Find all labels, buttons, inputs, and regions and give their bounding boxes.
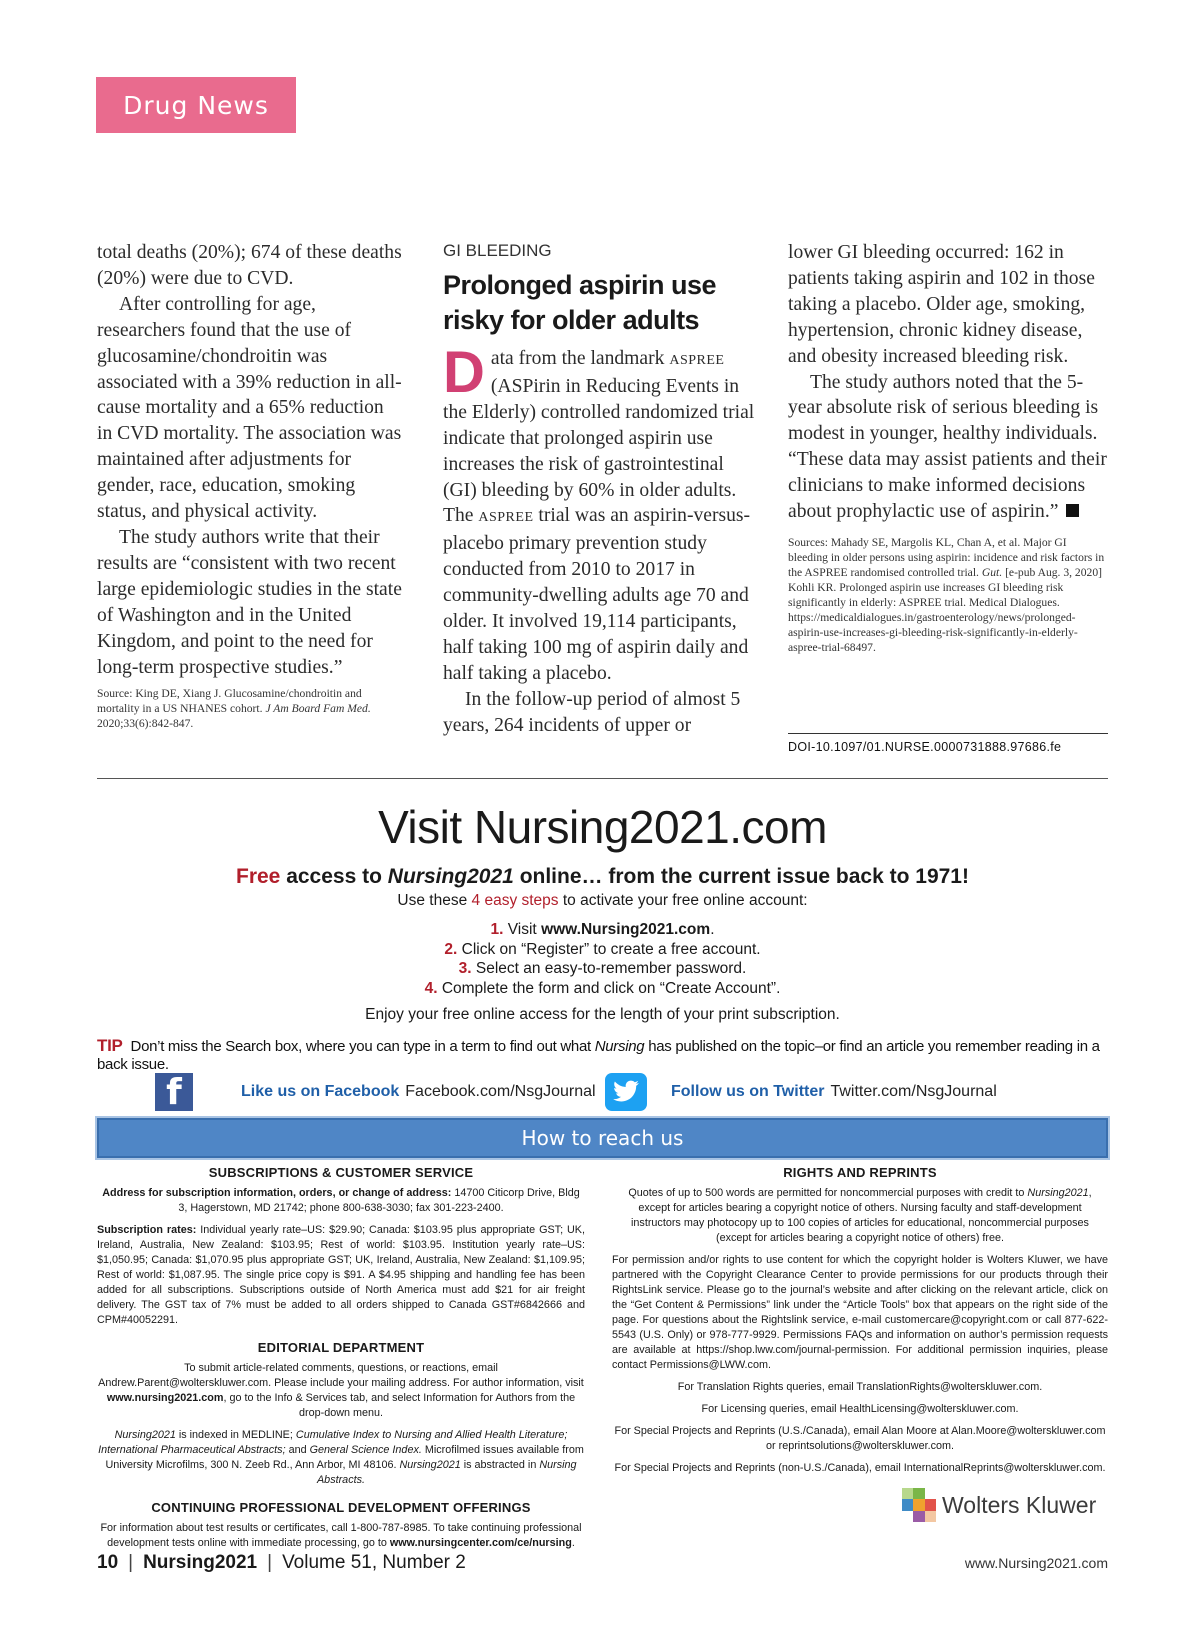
rights-reprints-intl: For Special Projects and Reprints (non-U.S./Canada), email InternationalReprints@wolterskluwer.com. bbox=[614, 1462, 1106, 1474]
instructions-text: to activate your free online account: bbox=[562, 892, 808, 909]
indexing-text-c: Microfilmed issues available from University Microfilms, 300 N. Zeeb Rd., Ann Arbor, MI 48106. bbox=[105, 1444, 584, 1471]
cpd-text-b: . bbox=[571, 1537, 575, 1549]
abstracts-name: Nursing Abstracts. bbox=[316, 1459, 577, 1486]
instructions-steps-count: 4 easy steps bbox=[471, 892, 559, 909]
rights-permissions: For permission and/or rights to use content for which the copyright holder is Wolters Kluwer, we have partnered with the Copyright Clearance Center to provide permissions for our products through their RightsLink service. Please go to the journal’s website and after clicking on the relevant article, click on the “Get Content & Permissions” link under the “Article Tools” box that appears on the right side of the page. For questions about the Rightslink service, e-mail customercare@copyright.com or call 877-622-5543 (U.S. Only) or 978-777-9929. Permissions FAQs and information on author’s permission requests are available at https://shop.lww.com/journal-permission. For additional permission inquiries, please contact Permissions@LWW.com. bbox=[612, 1254, 1108, 1371]
paragraph-text: trial was an aspirin-versus-placebo primary prevention study conducted from 2010 to 2017 in community-dwelling adults age 70 and older. It involved 19,114 participants, half taking 100 mg of aspirin daily and half taking a placebo. bbox=[443, 505, 751, 684]
address-text: 14700 Citicorp Drive, Bldg 3, Hagerstown, MD 21742; phone 800-638-3030; fax 301-223-2400. bbox=[178, 1187, 580, 1214]
promo-enjoy: Enjoy your free online access for the length of your print subscription. bbox=[365, 1006, 840, 1023]
article-column-1 bbox=[97, 240, 403, 731]
facebook-link[interactable]: Facebook.com/NsgJournal bbox=[405, 1083, 596, 1100]
editorial-text-a: To submit article-related comments, questions, or reactions, email Andrew.Parent@wolterskluwer.com. Please include your mailing address. For author information, visit bbox=[98, 1362, 584, 1389]
promo-subtitle-text: access to bbox=[286, 865, 382, 888]
cpd-text bbox=[97, 1521, 585, 1551]
source-journal: J Am Board Fam Med. bbox=[265, 702, 371, 716]
cpd-heading: CONTINUING PROFESSIONAL DEVELOPMENT OFFERINGS bbox=[151, 1500, 531, 1515]
index-name: General Science Index. bbox=[309, 1444, 422, 1456]
rights-licensing: For Licensing queries, email HealthLicensing@wolterskluwer.com. bbox=[701, 1403, 1019, 1415]
journal-name: Nursing2021 bbox=[1027, 1187, 1089, 1199]
section-divider bbox=[97, 778, 1108, 779]
source-citation bbox=[788, 535, 1108, 655]
doi: DOI-10.1097/01.NURSE.0000731888.97686.fe bbox=[788, 733, 1108, 754]
promo-subtitle bbox=[97, 865, 1108, 889]
journal-name: Nursing2021 bbox=[114, 1429, 176, 1441]
subscription-rates bbox=[97, 1223, 585, 1328]
wolters-kluwer-name: Wolters Kluwer bbox=[942, 1491, 1097, 1518]
step-item bbox=[97, 940, 1108, 960]
rates-label: Subscription rates: bbox=[97, 1224, 197, 1236]
rights-quotes bbox=[612, 1186, 1108, 1246]
source-text: Source: King DE, Xiang J. Glucosamine/chondroitin and mortality in a US NHANES cohort. bbox=[97, 687, 362, 716]
step-item bbox=[97, 920, 1108, 940]
footer-url[interactable]: www.Nursing2021.com bbox=[964, 1555, 1108, 1571]
tip-text: Don’t miss the Search box, where you can type in a term to find out what bbox=[130, 1038, 591, 1055]
paragraph-text: The study authors noted that the 5-year absolute risk of serious bleeding is modest in younger, healthy individuals. “These data may assist patients and their clinicians to make informed decisions about prophylactic use of aspirin.” bbox=[788, 371, 1107, 523]
page-number: 10 bbox=[97, 1552, 119, 1573]
rights-text: , except for articles bearing a copyright notice of others. Nursing faculty and staff-development instructors may photocopy up to 100 copies of articles for educational, noncommercial purposes (except for articles bearing a copyright notice of others) free. bbox=[631, 1187, 1092, 1244]
source-citation bbox=[97, 686, 403, 731]
rates-text: Individual yearly rate–US: $29.90; Canada: $103.95 plus appropriate GST; UK, Ireland, Australia, New Zealand: $103.95; Rest of world: $103.95. Institution yearly rate–US: $1,050.95; Canada: $1,070.95 plus appropriate GST; UK, Ireland, Australia, New Zealand: $1,109.95; Rest of world: $1,087.95. The single price copy is $91. A $4.95 shipping and handling fee has been added for all subscriptions. Subscriptions outside of North America must add $21 for air freight delivery. The GST tax of 7% must be added to all orders shipped to Canada GST#6842666 and CPM#40052291. bbox=[97, 1224, 585, 1326]
promo-subtitle-text: online… from the current issue back to 1971! bbox=[519, 865, 969, 888]
section-tag bbox=[97, 78, 295, 132]
rights-heading: RIGHTS AND REPRINTS bbox=[783, 1165, 937, 1180]
cpd-url[interactable]: www.nursingcenter.com/ce/nursing bbox=[389, 1537, 572, 1549]
contact-right-column bbox=[612, 1165, 1108, 1483]
facebook-row[interactable] bbox=[155, 1073, 596, 1111]
promo-journal-name: Nursing2021 bbox=[387, 865, 514, 888]
article-column-2 bbox=[443, 240, 758, 739]
tip-label: TIP bbox=[97, 1036, 123, 1055]
reach-us-bar bbox=[97, 1118, 1108, 1158]
section-tag-label: Drug News bbox=[123, 90, 269, 120]
step-number: 2. bbox=[444, 940, 458, 958]
instructions-text: Use these bbox=[397, 892, 468, 909]
paragraph: After controlling for age, researchers found that the use of glucosamine/chondroitin was associated with a 39% reduction in all-cause mortality and a 65% reduction in CVD mortality. The association was maintained after adjustments for gender, race, education, smoking status, and physical activity. bbox=[97, 293, 402, 523]
step-number: 1. bbox=[490, 921, 504, 938]
paragraph-text: ata from the landmark bbox=[490, 348, 665, 369]
article-headline: Prolonged aspirin use risky for older adults bbox=[443, 270, 717, 335]
indexing-text bbox=[97, 1428, 585, 1488]
source-text: 2020;33(6):842-847. bbox=[97, 717, 194, 731]
paragraph: lower GI bleeding occurred: 162 in patients taking aspirin and 102 in those taking a placebo. Older age, smoking, hypertension, chronic kidney disease, and obesity increased bleeding risk. bbox=[788, 242, 1095, 367]
source-text: Sources: Mahady SE, Margolis KL, Chan A, et al. Major GI bleeding in older persons using aspirin: incidence and risk factors in the ASPREE randomised controlled trial. bbox=[788, 535, 1105, 579]
rights-translation: For Translation Rights queries, email TranslationRights@wolterskluwer.com. bbox=[677, 1381, 1043, 1393]
aspree-acronym: ASPREE bbox=[478, 510, 534, 526]
paragraph: The study authors write that their results are “consistent with two recent large epidemiologic studies in the state of Washington and in the United Kingdom, and point to the need for long-term prospective studies.” bbox=[97, 526, 402, 678]
address-label: Address for subscription information, orders, or change of address: bbox=[102, 1187, 452, 1199]
rights-text: Quotes of up to 500 words are permitted for noncommercial purposes with credit to bbox=[628, 1187, 1025, 1199]
twitter-label: Follow us on Twitter bbox=[671, 1083, 825, 1100]
step-text: Click on “Register” to create a free account. bbox=[461, 940, 761, 958]
step-number: 3. bbox=[458, 960, 472, 977]
wolters-kluwer-logo bbox=[902, 1488, 1096, 1522]
reach-us-title: How to reach us bbox=[521, 1126, 684, 1150]
page-footer: 10 | Nursing2021 | Volume 51, Number 2 bbox=[97, 1552, 466, 1573]
step-link[interactable]: www.Nursing2021.com bbox=[541, 921, 711, 938]
twitter-link[interactable]: Twitter.com/NsgJournal bbox=[830, 1083, 997, 1100]
steps-list bbox=[97, 920, 1108, 998]
step-item bbox=[97, 959, 1108, 979]
promo-free: Free bbox=[236, 865, 281, 888]
subscriptions-heading: SUBSCRIPTIONS & CUSTOMER SERVICE bbox=[208, 1165, 474, 1180]
twitter-row[interactable] bbox=[605, 1073, 997, 1111]
editorial-text-b: , go to the Info & Services tab, and select Information for Authors from the drop-down menu. bbox=[223, 1392, 576, 1419]
facebook-icon[interactable]: f bbox=[155, 1073, 193, 1111]
editorial-url[interactable]: www.nursing2021.com bbox=[106, 1392, 224, 1404]
step-text: Visit bbox=[507, 921, 537, 938]
step-text: . bbox=[710, 921, 715, 938]
subscriptions-address bbox=[97, 1186, 585, 1216]
journal-name: Nursing2021 bbox=[399, 1459, 461, 1471]
contact-left-column bbox=[97, 1165, 585, 1558]
drop-cap: D bbox=[443, 340, 485, 405]
index-names: Cumulative Index to Nursing and Allied Health Literature; International Pharmaceutical Abstracts; bbox=[98, 1429, 568, 1456]
cpd-text-a: For information about test results or certificates, call 1-800-787-8985. To take continuing professional development tests online with immediate processing, go to bbox=[100, 1522, 582, 1549]
indexing-text-d: is abstracted in bbox=[463, 1459, 537, 1471]
tip-text: has published on the topic–or find an article you remember reading in a back issue. bbox=[97, 1038, 1100, 1073]
wolters-kluwer-logo-icon bbox=[902, 1488, 936, 1522]
paragraph bbox=[443, 340, 758, 687]
twitter-icon[interactable] bbox=[605, 1073, 647, 1111]
footer-volume: Volume 51, Number 2 bbox=[282, 1552, 466, 1573]
indexing-text-a: is indexed in MEDLINE; bbox=[178, 1429, 293, 1441]
step-text: Complete the form and click on “Create Account”. bbox=[441, 979, 781, 997]
facebook-label: Like us on Facebook bbox=[241, 1083, 400, 1100]
source-journal: Gut. bbox=[981, 565, 1003, 579]
paragraph: total deaths (20%); 674 of these deaths (20%) were due to CVD. bbox=[97, 242, 402, 289]
article-column-3 bbox=[788, 240, 1108, 655]
rights-reprints-us: For Special Projects and Reprints (U.S./Canada), email Alan Moore at Alan.Moore@wolterskluwer.com or reprintsolutions@wolterskluwer.com. bbox=[614, 1425, 1106, 1452]
aspree-acronym: ASPREE bbox=[669, 353, 725, 368]
promo-title: Visit Nursing2021.com bbox=[378, 801, 827, 853]
paragraph bbox=[788, 370, 1108, 525]
editorial-heading: EDITORIAL DEPARTMENT bbox=[257, 1340, 425, 1355]
source-text: [e-pub Aug. 3, 2020] Kohli KR. Prolonged aspirin use increases GI bleeding risk significantly in elderly: ASPREE trial. Medical Dialogues. https://medicaldialogues.in/gastroenterology/news/prolonged-aspirin-use-increases-gi-bleeding-risk-significantly-in-elderly-aspree-trial-68497. bbox=[788, 565, 1102, 654]
tip-journal: Nursing bbox=[594, 1038, 645, 1055]
promo-instructions bbox=[97, 892, 1108, 910]
end-mark-icon bbox=[1066, 504, 1079, 517]
tip-row bbox=[97, 1036, 1117, 1073]
paragraph-text: (ASPirin in Reducing Events in the Elderly) controlled randomized trial indicate that prolonged aspirin use increases the risk of gastrointestinal (GI) bleeding by 60% in older adults. The bbox=[443, 375, 755, 527]
step-text: Select an easy-to-remember password. bbox=[475, 960, 747, 977]
indexing-text-b: and bbox=[288, 1444, 307, 1456]
step-number: 4. bbox=[424, 979, 438, 997]
footer-journal: Nursing2021 bbox=[143, 1552, 258, 1573]
editorial-text bbox=[97, 1361, 585, 1421]
step-item bbox=[97, 979, 1108, 999]
paragraph: In the follow-up period of almost 5 years, 264 incidents of upper or bbox=[443, 688, 741, 736]
article-kicker: GI BLEEDING bbox=[443, 241, 552, 260]
